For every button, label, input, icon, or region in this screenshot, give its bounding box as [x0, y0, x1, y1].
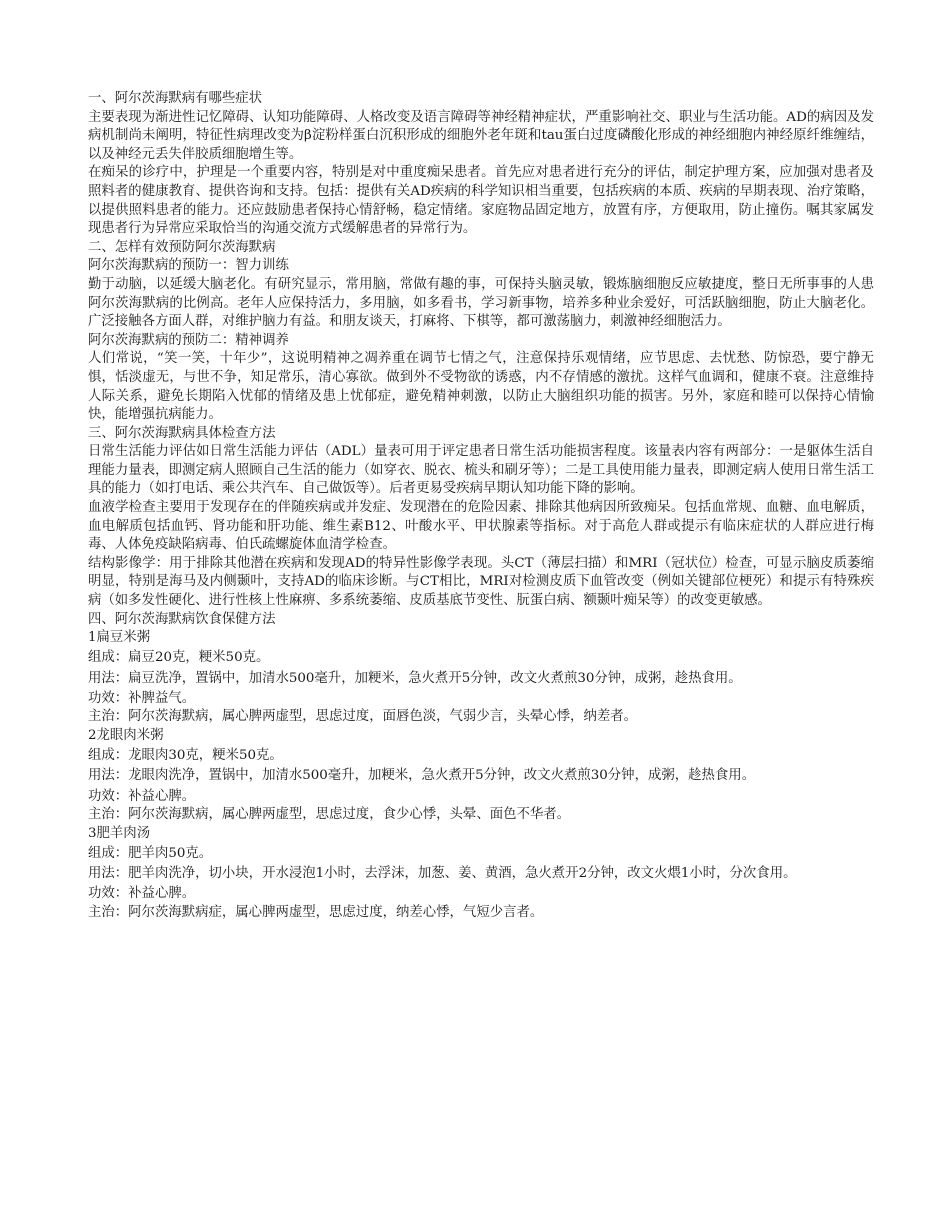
recipe-1-composition: 组成：扁豆20克，粳米50克。: [88, 650, 270, 666]
recipe-1-title: 1扁豆米粥: [88, 630, 151, 646]
paragraph-intellect-training: 勤于动脑，以延缓大脑老化。有研究显示，常用脑，常做有趣的事，可保持头脑灵敏，锻炼脑细胞反应敏捷度，整日无所事事的人患阿尔茨海默病的比例高。老年人应保持活力，多用脑，如多看书，学习新事物，培养多种业余爱好，可活跃脑细胞，防止大脑老化。广泛接触各方面人群，对维护脑力有益。和朋友谈天，打麻将、下棋等，都可激荡脑力，刺激神经细胞活力。: [88, 276, 874, 330]
document-body: [88, 90, 874, 922]
recipe-3-effect: 功效：补益心脾。: [88, 886, 196, 902]
paragraph-blood-test: 血液学检查主要用于发现存在的伴随疾病或并发症、发现潜在的危险因素、排除其他病因所致痴呆。包括血常规、血糖、血电解质，血电解质包括血钙、肾功能和肝功能、维生素B12、叶酸水平、甲状腺素等指标。对于高危人群或提示有临床症状的人群应进行梅毒、人体免疫缺陷病毒、伯氏疏螺旋体血清学检查。: [88, 500, 874, 553]
recipe-1-indication: 主治：阿尔茨海默病，属心脾两虚型，思虑过度，面唇色淡，气弱少言，头晕心悸，纳差者。: [88, 709, 638, 725]
paragraph-nursing: 在痴呆的诊疗中，护理是一个重要内容，特别是对中重度痴呆患者。首先应对患者进行充分的评估，制定护理方案，应加强对患者及照料者的健康教育、提供咨询和支持。包括：提供有关AD疾病的科学知识相当重要，包括疾病的本质、疾病的早期表现、治疗策略，以提供照料患者的能力。还应鼓励患者保持心情舒畅，稳定情绪。家庭物品固定地方，放置有序，方便取用，防止撞伤。嘱其家属发现患者行为异常应采取恰当的沟通交流方式缓解患者的异常行为。: [88, 165, 874, 237]
subheading-mental-care: 阿尔茨海默病的预防二：精神调养: [88, 332, 289, 348]
recipe-1-usage: 用法：扁豆洗净，置锅中，加清水500毫升，加粳米，急火煮开5分钟，改文火煮煎30分钟，成粥，趁热食用。: [88, 670, 742, 686]
paragraph-adl: 日常生活能力评估如日常生活能力评估（ADL）量表可用于评定患者日常生活功能损害程度。该量表内容有两部分：一是躯体生活自理能力量表，即测定病人照顾自己生活的能力（如穿衣、脱衣、梳头和刷牙等）；二是工具使用能力量表，即测定病人使用日常生活工具的能力（如打电话、乘公共汽车、自己做饭等）。后者更易受疾病早期认知功能下降的影响。: [88, 444, 874, 497]
recipe-3-composition: 组成：肥羊肉50克。: [88, 845, 213, 861]
recipe-2-usage: 用法：龙眼肉洗净，置锅中，加清水500毫升，加粳米，急火煮开5分钟，改文火煮煎30分钟，成粥，趁热食用。: [88, 768, 756, 784]
paragraph-mental-care: 人们常说，“笑一笑，十年少”，这说明精神之凋养重在调节七情之气，注意保持乐观情绪，应节思虑、去忧愁、防惊恐，要宁静无惧，恬淡虚无，与世不争，知足常乐，清心寡欲。做到外不受物欲的诱惑，内不存情感的激扰。这样气血调和，健康不衰。注意维持人际关系，避免长期陷入忧郁的情绪及患上忧郁症，避免精神刺激，以防止大脑组织功能的损害。另外，家庭和睦可以保持心情愉快，能增强抗病能力。: [88, 351, 874, 423]
recipe-2-indication: 主治：阿尔茨海默病，属心脾两虚型，思虑过度，食少心悸，头晕、面色不华者。: [88, 807, 571, 823]
recipe-2-effect: 功效：补益心脾。: [88, 788, 196, 804]
recipe-1-effect: 功效：补脾益气。: [88, 690, 196, 706]
recipe-2-title: 2龙眼肉米粥: [88, 727, 164, 743]
section-heading-symptoms: 一、阿尔茨海默病有哪些症状: [88, 91, 263, 106]
recipe-3-usage: 用法：肥羊肉洗净，切小块，开水浸泡1小时，去浮沫，加葱、姜、黄酒，急火煮开2分钟，改文火煨1小时，分次食用。: [88, 866, 797, 882]
recipe-3-indication: 主治：阿尔茨海默病症，属心脾两虚型，思虑过度，纳差心悸，气短少言者。: [88, 904, 544, 920]
section-heading-examination: 三、阿尔茨海默病具体检查方法: [88, 425, 276, 441]
recipe-2-composition: 组成：龙眼肉30克，粳米50克。: [88, 748, 283, 764]
section-heading-prevention: 二、怎样有效预防阿尔茨海默病: [88, 239, 276, 255]
paragraph-imaging: 结构影像学：用于排除其他潜在疾病和发现AD的特异性影像学表现。头CT（薄层扫描）和MRI（冠状位）检查，可显示脑皮质萎缩明显，特别是海马及内侧颞叶，支持AD的临床诊断。与CT相比，MRI对检测皮质下血管改变（例如关键部位梗死）和提示有特殊疾病（如多发性硬化、进行性核上性麻痹、多系统萎缩、皮质基底节变性、朊蛋白病、额颞叶痴呆等）的改变更敏感。: [88, 555, 874, 609]
recipe-3-title: 3肥羊肉汤: [88, 825, 151, 841]
subheading-intellect-training: 阿尔茨海默病的预防一：智力训练: [88, 258, 289, 274]
section-heading-diet: 四、阿尔茨海默病饮食保健方法: [88, 611, 276, 627]
paragraph-symptoms: 主要表现为渐进性记忆障碍、认知功能障碍、人格改变及语言障碍等神经精神症状，严重影响社交、职业与生活功能。AD的病因及发病机制尚未阐明，特征性病理改变为β淀粉样蛋白沉积形成的细胞外老年斑和tau蛋白过度磷酸化形成的神经细胞内神经原纤维缠结，以及神经元丢失伴胶质细胞增生等。: [88, 109, 874, 162]
